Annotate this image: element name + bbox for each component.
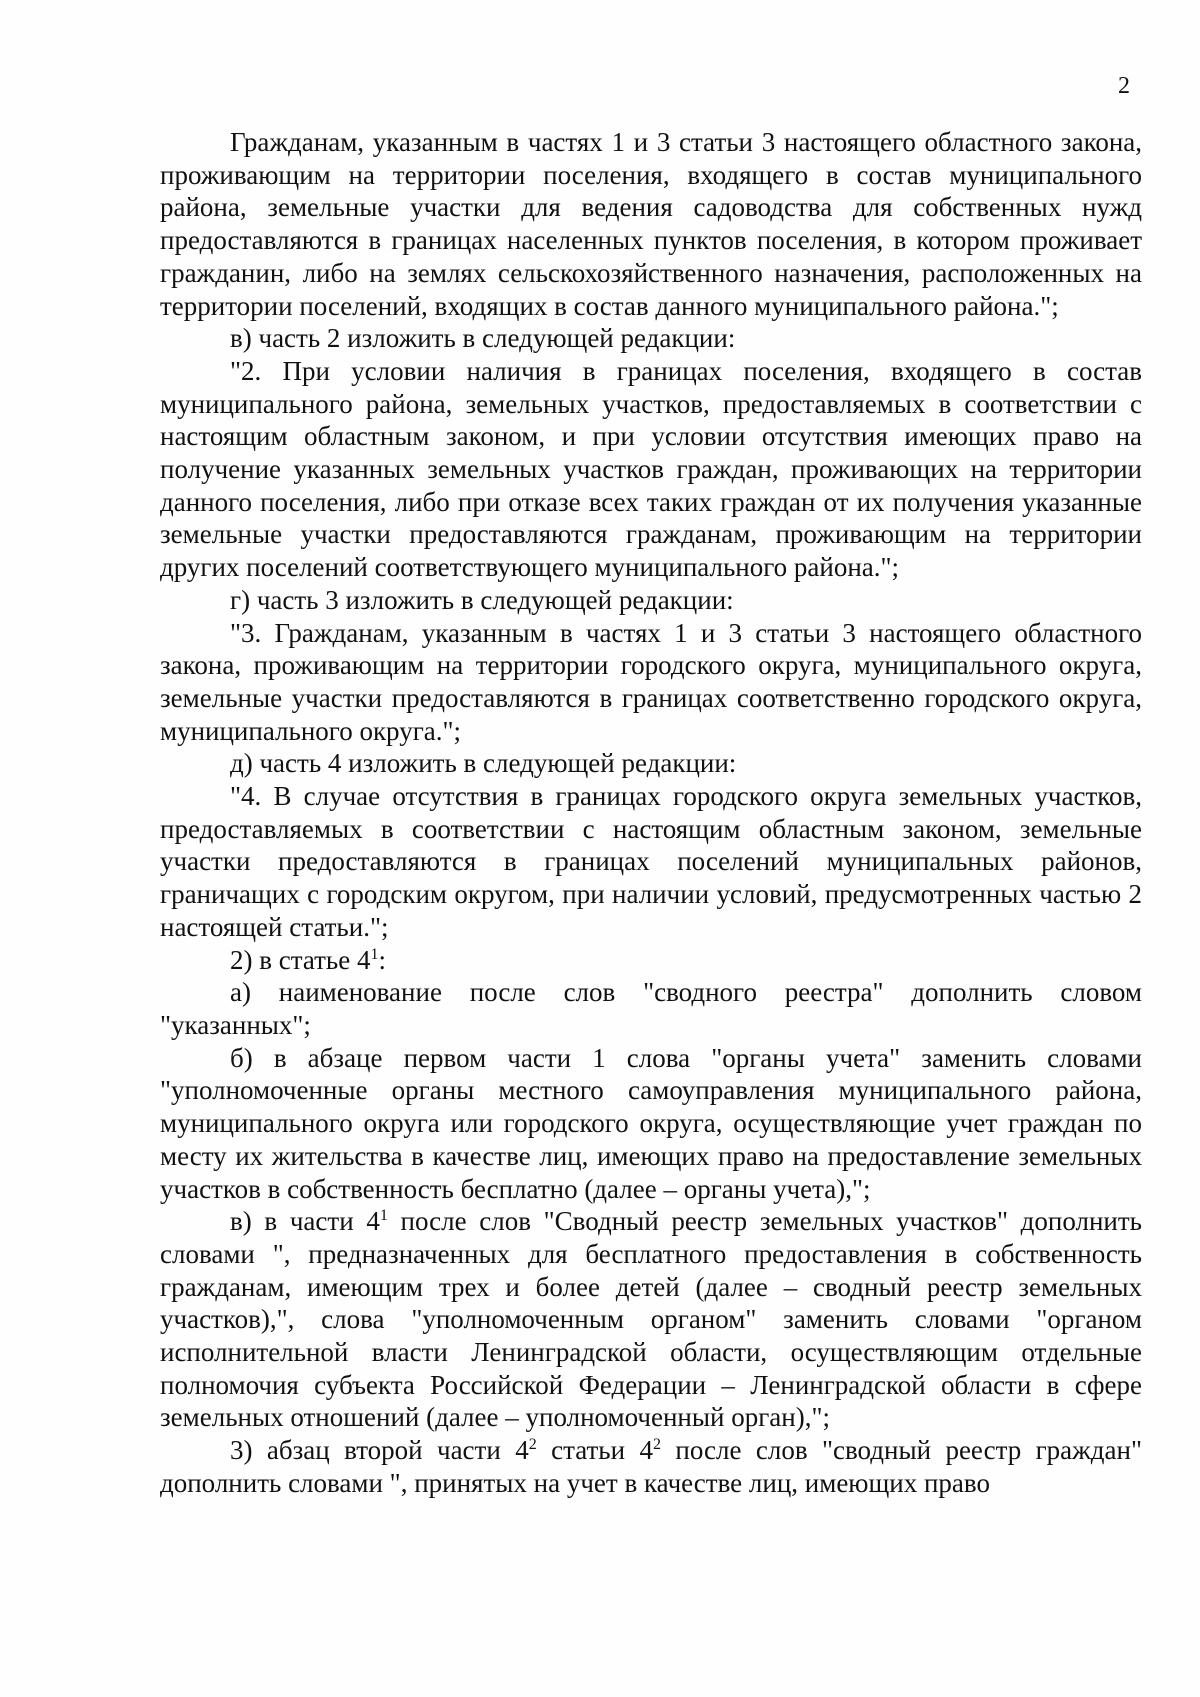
paragraph xyxy=(160,126,1142,322)
superscript-index: 2 xyxy=(528,1436,537,1454)
paragraph xyxy=(160,1205,1142,1434)
paragraph-text: "3. Гражданам, указанным в частях 1 и 3 статьи 3 настоящего областного закона, проживающим на территории городского округа, муниципального округа, земельные участки предоставляются в границах соответственно городского округа, муниципального округа."; xyxy=(160,617,1142,746)
paragraph xyxy=(160,976,1142,1041)
paragraph-text: : xyxy=(378,944,386,975)
paragraph xyxy=(160,617,1142,748)
paragraph xyxy=(160,1434,1142,1499)
paragraph-text: г) часть 3 изложить в следующей редакции: xyxy=(230,584,734,615)
paragraph xyxy=(160,780,1142,944)
paragraph-text: в) в части 4 xyxy=(230,1206,380,1237)
paragraph xyxy=(160,584,1142,617)
superscript-index: 1 xyxy=(370,945,379,963)
paragraph-text: Гражданам, указанным в частях 1 и 3 статьи 3 настоящего областного закона, проживающим на территории поселения, входящего в состав муниципального района, земельные участки для ведения садоводства для собственных нужд предоставляются в границах населенных пунктов поселения, в котором проживает гражданин, либо на землях сельскохозяйственного назначения, расположенных на территории поселений, входящих в состав данного муниципального района."; xyxy=(160,127,1142,321)
paragraph-text: а) наименование после слов "сводного реестра" дополнить словом "указанных"; xyxy=(160,977,1142,1040)
paragraph xyxy=(160,322,1142,355)
paragraph-text: 2) в статье 4 xyxy=(230,944,371,975)
paragraph-text: 3) абзац второй части 4 xyxy=(230,1435,529,1466)
superscript-index: 1 xyxy=(379,1207,388,1225)
document-body xyxy=(160,126,1142,1500)
paragraph xyxy=(160,355,1142,584)
paragraph xyxy=(160,747,1142,780)
paragraph-text: д) часть 4 изложить в следующей редакции: xyxy=(230,748,737,779)
paragraph-text: статьи 4 xyxy=(536,1435,653,1466)
superscript-index: 2 xyxy=(652,1436,661,1454)
page-number: 2 xyxy=(1118,73,1130,99)
paragraph xyxy=(160,1042,1142,1206)
paragraph-text: "4. В случае отсутствия в границах городского округа земельных участков, предоставляемых в соответствии с настоящим областным законом, земельные участки предоставляются в границах поселений муниципальных районов, граничащих с городским округом, при наличии условий, предусмотренных частью 2 настоящей статьи."; xyxy=(160,781,1142,942)
paragraph-text: в) часть 2 изложить в следующей редакции: xyxy=(230,323,736,354)
paragraph-text: после слов "сводный реестр граждан" дополнить словами ", принятых на учет в качестве лиц, имеющих право xyxy=(160,1435,1143,1498)
paragraph-text: "2. При условии наличия в границах поселения, входящего в состав муниципального района, земельных участков, предоставляемых в соответствии с настоящим областным законом, и при условии отсутствия имеющих право на получение указанных земельных участков граждан, проживающих на территории данного поселения, либо при отказе всех таких граждан от их получения указанные земельные участки предоставляются гражданам, проживающим на территории других поселений соответствующего муниципального района."; xyxy=(160,355,1142,583)
paragraph-text: б) в абзаце первом части 1 слова "органы учета" заменить словами "уполномоченные органы местного самоуправления муниципального района, муниципального округа или городского округа, осуществляющие учет граждан по месту их жительства в качестве лиц, имеющих право на предоставление земельных участков в собственность бесплатно (далее – органы учета),"; xyxy=(160,1042,1142,1204)
paragraph xyxy=(160,944,1142,977)
paragraph-text: после слов "Сводный реестр земельных участков" дополнить словами ", предназначенных для бесплатного предоставления в собственность гражданам, имеющим трех и более детей (далее – сводный реестр земельных участков),", слова "уполномоченным органом" заменить словами "органом исполнительной власти Ленинградской области, осуществляющим отдельные полномочия субъекта Российской Федерации – Ленинградской области в сфере земельных отношений (далее – уполномоченный орган),"; xyxy=(160,1206,1142,1433)
